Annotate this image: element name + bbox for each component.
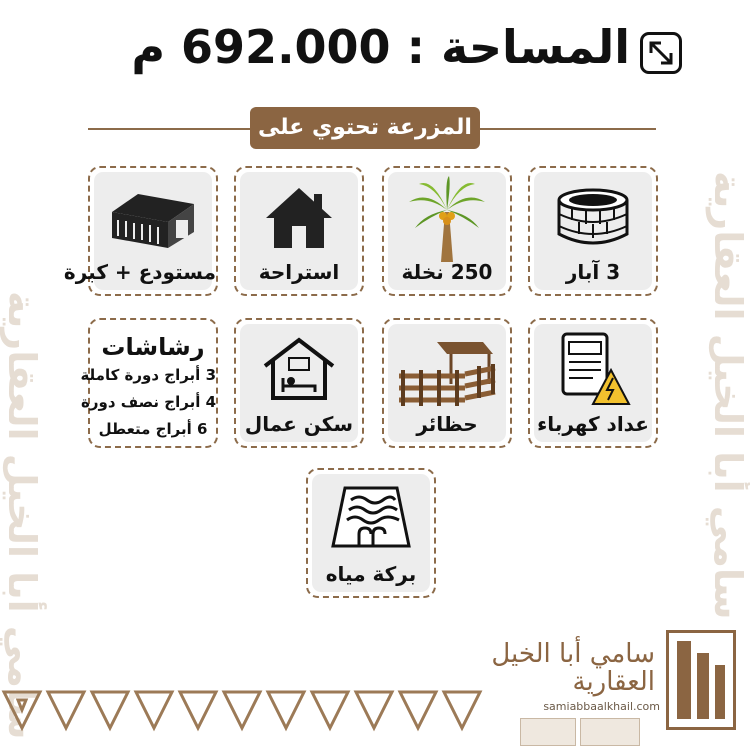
card-wells	[528, 166, 658, 296]
electric-meter-icon	[553, 330, 633, 410]
card-palms	[382, 166, 512, 296]
rest-house-label: استراحة	[258, 260, 340, 284]
watermark-right: سامي أبا الخيل العقارية	[706, 171, 750, 620]
card-pool	[306, 468, 436, 598]
brand-name-line-2: العقارية	[572, 667, 655, 697]
area-value: 692.000	[181, 20, 391, 74]
area-title	[131, 20, 630, 86]
card-meter	[528, 318, 658, 448]
wells-label: 3 آبار	[565, 260, 621, 284]
brand-name-line-1: سامي أبا الخيل	[491, 639, 655, 669]
triangle-pattern-icon	[0, 688, 520, 744]
resize-arrows-icon	[640, 32, 682, 74]
card-pens	[382, 318, 512, 448]
pool-label: بركة مياه	[325, 562, 417, 586]
animal-pen-icon	[395, 338, 499, 408]
palm-tree-icon	[407, 176, 487, 262]
brand-logo	[666, 630, 736, 730]
card-workers	[234, 318, 364, 448]
certificate-badge-1	[520, 718, 576, 746]
workers-label: سكن عمال	[244, 412, 354, 436]
well-icon	[552, 186, 634, 250]
showers-line-3: 6 أبراج متعطل	[98, 420, 208, 438]
meter-label: عداد كهرباء	[537, 412, 649, 436]
pens-label: حظائر	[416, 412, 478, 436]
house-icon	[264, 186, 334, 250]
brand-website: samiabbaalkhail.com	[543, 700, 660, 713]
showers-title: رشاشات	[101, 333, 205, 361]
warehouse-label: مستودع + كبرة	[63, 260, 216, 284]
card-warehouse	[63, 166, 218, 296]
area-unit: م	[131, 20, 166, 74]
showers-line-1: 3 أبراج دورة كاملة	[80, 366, 216, 384]
workers-housing-icon	[261, 336, 337, 402]
card-rest-house	[234, 166, 364, 296]
area-label: المساحة :	[406, 20, 630, 74]
showers-line-2: 4 أبراج نصف دورة	[81, 393, 216, 411]
divider-left	[88, 128, 250, 130]
contents-banner: المزرعة تحتوي على	[250, 107, 480, 149]
warehouse-icon	[108, 190, 198, 252]
watermark-left: سامي أبا الخيل العقارية	[0, 291, 44, 740]
divider-right	[480, 128, 656, 130]
certificate-badge-2	[580, 718, 640, 746]
water-pool-icon	[329, 484, 413, 550]
card-showers	[80, 318, 218, 448]
palms-label: 250 نخلة	[401, 260, 493, 284]
